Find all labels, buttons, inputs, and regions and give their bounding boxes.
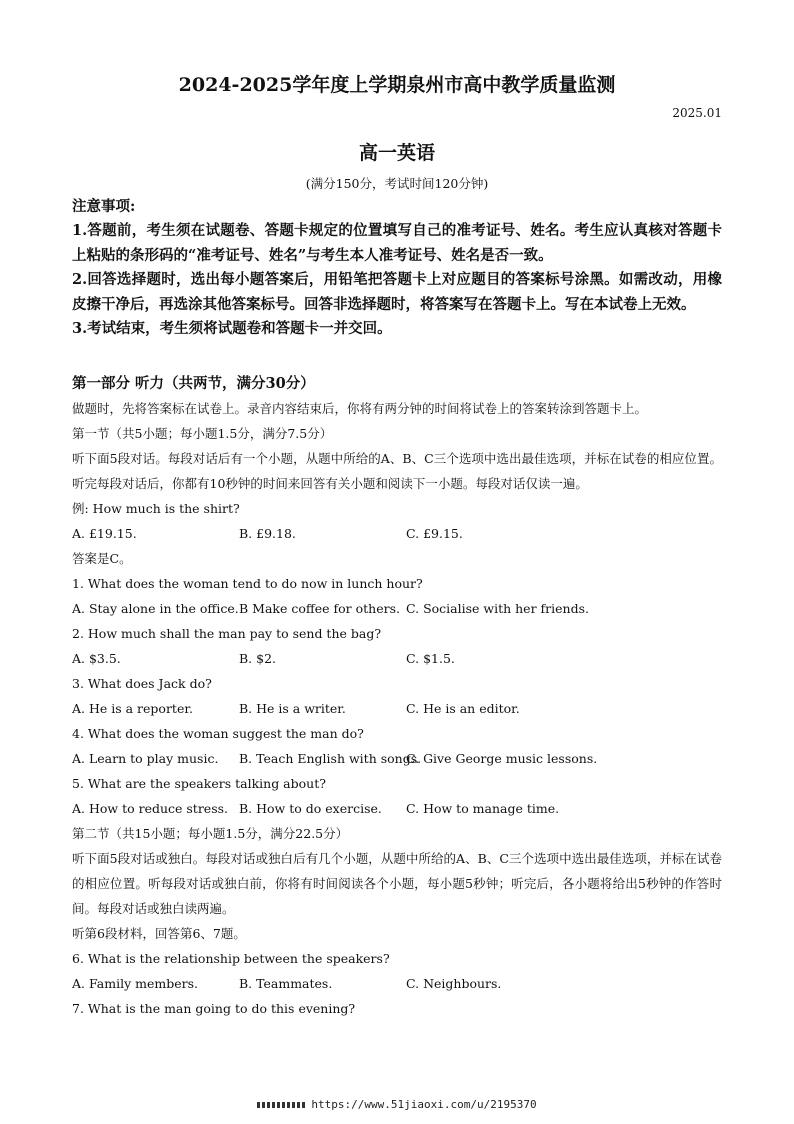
option-row bbox=[72, 596, 722, 621]
example-answer: 答案是C。 bbox=[72, 551, 132, 566]
option-b: B. £9.18. bbox=[239, 526, 296, 541]
option-b: B. Teammates. bbox=[239, 976, 333, 991]
option-b: B. Teach English with songs. bbox=[239, 751, 422, 766]
option-b: B. $2. bbox=[239, 651, 277, 666]
option-b: B Make coffee for others. bbox=[239, 601, 400, 616]
option-c: C. Socialise with her friends. bbox=[406, 601, 589, 616]
watermark-icon bbox=[257, 1102, 305, 1108]
option-c: C. $1.5. bbox=[406, 651, 455, 666]
option-a: A. $3.5. bbox=[72, 651, 121, 666]
option-row bbox=[72, 746, 722, 771]
option-row bbox=[72, 521, 722, 546]
notice-item: 2.回答选择题时，选出每小题答案后，用铅笔把答题卡上对应题目的答案标号涂黑。如需改动，用橡皮擦干净后，再选涂其他答案标号。回答非选择题时，将答案写在答题卡上。写在本试卷上无效。 bbox=[72, 271, 722, 313]
notice-item: 3.考试结束，考生须将试题卷和答题卡一并交回。 bbox=[72, 320, 392, 337]
score-note: (满分150分，考试时间120分钟) bbox=[305, 176, 489, 191]
section-instructions: 听下面5段对话。每段对话后有一个小题，从题中所给的A、B、C三个选项中选出最佳选项，并标在试卷的相应位置。听完每段对话后，你都有10秒钟的时间来回答有关小题和阅读下一小题。每段对话仅读一遍。 bbox=[72, 451, 722, 491]
section-heading: 第一节（共5小题；每小题1.5分，满分7.5分） bbox=[72, 426, 333, 441]
question: 7. What is the man going to do this evening? bbox=[72, 1001, 356, 1016]
footer-url[interactable]: https://www.51jiaoxi.com/u/2195370 bbox=[311, 1098, 537, 1111]
listening-part bbox=[72, 371, 722, 1021]
example-question: 例: How much is the shirt? bbox=[72, 501, 240, 516]
option-a: A. £19.15. bbox=[72, 526, 137, 541]
option-a: A. How to reduce stress. bbox=[72, 801, 229, 816]
exam-subject: 高一英语 bbox=[358, 142, 435, 164]
question: 4. What does the woman suggest the man do? bbox=[72, 726, 364, 741]
option-row bbox=[72, 646, 722, 671]
option-c: C. Give George music lessons. bbox=[406, 751, 598, 766]
question: 6. What is the relationship between the speakers? bbox=[72, 951, 390, 966]
option-c: C. £9.15. bbox=[406, 526, 463, 541]
exam-title: 2024-2025学年度上学期泉州市高中教学质量监测 bbox=[178, 74, 616, 96]
material-note: 听第6段材料，回答第6、7题。 bbox=[72, 926, 246, 941]
section-instructions: 听下面5段对话或独白。每段对话或独白后有几个小题，从题中所给的A、B、C三个选项中选出最佳选项，并标在试卷的相应位置。听每段对话或独白前，你将有时间阅读各个小题，每小题5秒钟；听完后，各小题将给出5秒钟的作答时间。每段对话或独白读两遍。 bbox=[72, 851, 722, 916]
exam-date: 2025.01 bbox=[672, 106, 722, 120]
section-heading: 第二节（共15小题；每小题1.5分，满分22.5分） bbox=[72, 826, 349, 841]
part-intro: 做题时，先将答案标在试卷上。录音内容结束后，你将有两分钟的时间将试卷上的答案转涂到答题卡上。 bbox=[72, 401, 648, 416]
notice-item: 1.答题前，考生须在试题卷、答题卡规定的位置填写自己的准考证号、姓名。考生应认真核对答题卡上粘贴的条形码的“准考证号、姓名”与考生本人准考证号、姓名是否一致。 bbox=[72, 222, 722, 264]
option-row bbox=[72, 971, 722, 996]
option-a: A. Stay alone in the office. bbox=[72, 601, 239, 616]
option-a: A. Learn to play music. bbox=[72, 751, 219, 766]
question: 2. How much shall the man pay to send the bag? bbox=[72, 626, 382, 641]
notes-heading: 注意事项: bbox=[72, 198, 136, 215]
part-heading: 第一部分 听力（共两节，满分30分） bbox=[72, 375, 315, 392]
option-c: C. He is an editor. bbox=[406, 701, 520, 716]
question: 5. What are the speakers talking about? bbox=[72, 776, 326, 791]
option-b: B. He is a writer. bbox=[239, 701, 346, 716]
option-row bbox=[72, 696, 722, 721]
option-a: A. He is a reporter. bbox=[72, 701, 193, 716]
question: 1. What does the woman tend to do now in lunch hour? bbox=[72, 576, 423, 591]
option-row bbox=[72, 796, 722, 821]
notes-section bbox=[72, 195, 722, 342]
exam-page bbox=[72, 0, 722, 1124]
option-c: C. Neighbours. bbox=[406, 976, 502, 991]
footer-watermark bbox=[0, 1098, 794, 1111]
option-b: B. How to do exercise. bbox=[239, 801, 382, 816]
option-c: C. How to manage time. bbox=[406, 801, 560, 816]
option-a: A. Family members. bbox=[72, 976, 199, 991]
question: 3. What does Jack do? bbox=[72, 676, 212, 691]
